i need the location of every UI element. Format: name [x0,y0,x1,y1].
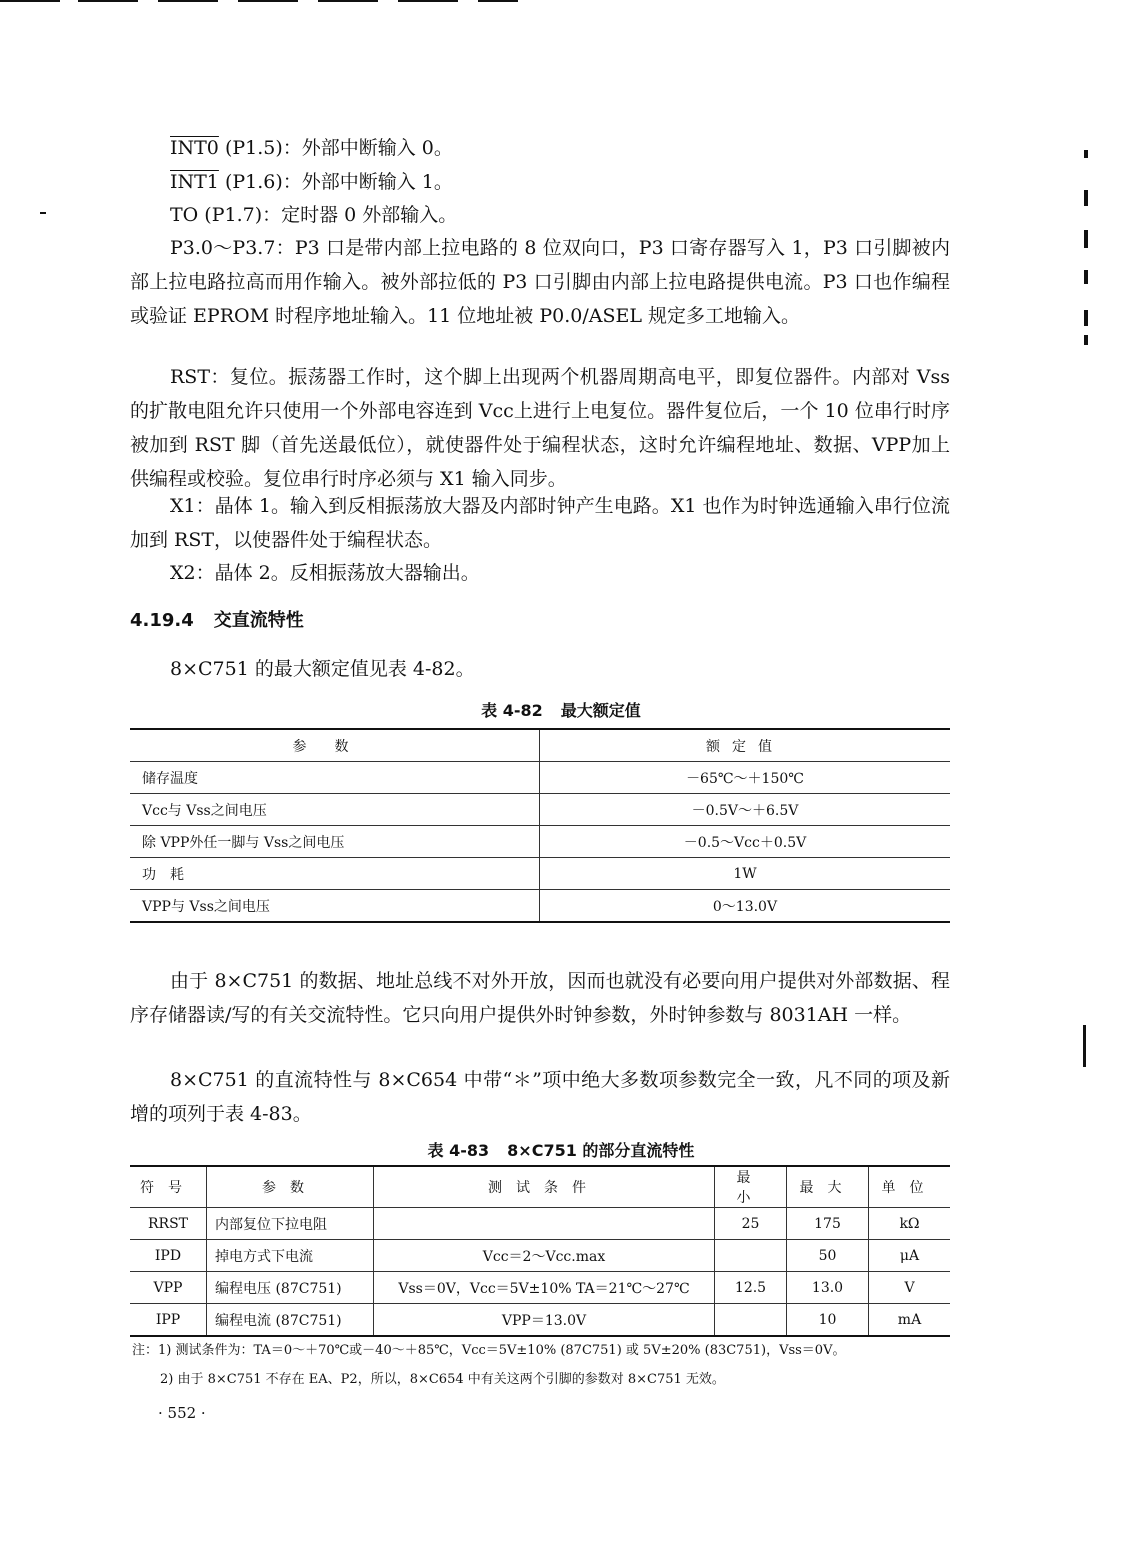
ac-paragraph: 由于 8×C751 的数据、地址总线不对外开放，因而也就没有必要向用户提供对外部数据、程序存储器读/写的有关交流特性。它只向用户提供外时钟参数，外时钟参数与 8031AH 一样。 [130,970,950,1026]
int0-text: (P1.5)：外部中断输入 0。 [218,137,453,159]
param-cell: 编程电流 (87C751) [207,1304,374,1337]
condition-cell [374,1208,715,1240]
pin-x2: X2：晶体 2。反相振荡放大器输出。 [170,562,480,584]
min-cell: 25 [715,1208,787,1240]
max-ratings-table [130,728,950,923]
table-note-2: 2) 由于 8×C751 不存在 EA、P2，所以，8×C654 中有关这两个引脚的参数对 8×C751 无效。 [160,1372,725,1387]
param-cell: 编程电压 (87C751) [207,1272,374,1304]
table-83-caption [0,1138,1122,1161]
table-row [130,826,950,858]
table-header-row [130,729,950,762]
value-cell: －0.5V～＋6.5V [540,794,951,826]
col-header: 参数 [207,1166,374,1208]
table-row [130,890,950,923]
pin-int1 [130,165,950,199]
margin-mark [1083,1025,1086,1067]
condition-cell: VPP＝13.0V [374,1304,715,1337]
col-header: 最小 [715,1166,787,1208]
col-header: 测试条件 [374,1166,715,1208]
table-row [130,1304,950,1337]
table-82-caption [0,698,1122,721]
value-cell: －0.5～Vcc＋0.5V [540,826,951,858]
max-cell: 50 [787,1240,869,1272]
col-header: 最大 [787,1166,869,1208]
param-cell: 除 VPP外任一脚与 Vss之间电压 [130,826,540,858]
table-82-title: 最大额定值 [560,701,641,720]
table-row [130,794,950,826]
table-row [130,762,950,794]
int1-text: (P1.6)：外部中断输入 1。 [218,171,453,193]
section-heading [130,606,304,632]
unit-cell: kΩ [869,1208,951,1240]
min-cell [715,1240,787,1272]
col-header: 额定值 [540,729,951,762]
margin-mark [40,212,46,214]
param-cell: 掉电方式下电流 [207,1240,374,1272]
unit-cell: mA [869,1304,951,1337]
symbol-cell: IPD [130,1240,207,1272]
int1-name: INT1 [170,171,219,193]
param-cell: 功 耗 [130,858,540,890]
int0-name: INT0 [170,137,219,159]
table-82-number: 表 4-82 [481,701,543,720]
max-cell: 10 [787,1304,869,1337]
param-cell: VPP与 Vss之间电压 [130,890,540,923]
table-83-title: 8×C751 的部分直流特性 [507,1141,695,1160]
table-header-row [130,1166,950,1208]
unit-cell: V [869,1272,951,1304]
table-row [130,1272,950,1304]
top-scan-marks [0,0,1122,6]
param-cell: Vcc与 Vss之间电压 [130,794,540,826]
dc-characteristics-table [130,1165,950,1337]
pin-p3: P3.0～P3.7：P3 口是带内部上拉电路的 8 位双向口，P3 口寄存器写入 1，P3 口引脚被内部上拉电路拉高而用作输入。被外部拉低的 P3 口引脚由内部上拉电路提供电流。P3 口也作编程或验证 EPROM 时程序地址输入。11 位地址被 P0.0/ASEL 规定多工地输入。 [130,237,950,327]
section-title: 交直流特性 [213,610,304,631]
max-cell: 175 [787,1208,869,1240]
max-cell: 13.0 [787,1272,869,1304]
page-number: · 552 · [158,1404,206,1422]
table-note-1: 注：1) 测试条件为：TA＝0～＋70℃或－40～＋85℃，Vcc＝5V±10% (87C751) 或 5V±20% (83C751)，Vss＝0V。 [132,1343,846,1358]
param-cell: 内部复位下拉电阻 [207,1208,374,1240]
col-header: 参数 [130,729,540,762]
table-row [130,1208,950,1240]
symbol-cell: IPP [130,1304,207,1337]
col-header: 单位 [869,1166,951,1208]
unit-cell: μA [869,1240,951,1272]
pin-int0 [130,131,950,165]
min-cell: 12.5 [715,1272,787,1304]
table-row [130,858,950,890]
symbol-cell: RRST [130,1208,207,1240]
symbol-cell: VPP [130,1272,207,1304]
intro-paragraph: 8×C751 的最大额定值见表 4-82。 [170,658,475,680]
value-cell: 0～13.0V [540,890,951,923]
binding-margin-marks [1080,150,1100,350]
condition-cell: Vss＝0V，Vcc＝5V±10% TA＝21℃～27℃ [374,1272,715,1304]
pin-rst: RST：复位。振荡器工作时，这个脚上出现两个机器周期高电平，即复位器件。内部对 Vss的扩散电阻允许只使用一个外部电容连到 Vcc上进行上电复位。器件复位后，一个 10 位串行时序被加到 RST 脚（首先送最低位），就使器件处于编程状态，这时允许编程地址、数据、VPP加上供编程或校验。复位串行时序必须与 X1 输入同步。 [130,366,950,490]
pin-t0: TO (P1.7)：定时器 0 外部输入。 [170,204,458,226]
value-cell: 1W [540,858,951,890]
pin-x1: X1：晶体 1。输入到反相振荡放大器及内部时钟产生电路。X1 也作为时钟选通输入串行位流加到 RST，以使器件处于编程状态。 [130,495,950,551]
param-cell: 储存温度 [130,762,540,794]
table-row [130,1240,950,1272]
value-cell: －65℃～＋150℃ [540,762,951,794]
col-header: 符号 [130,1166,207,1208]
condition-cell: Vcc＝2～Vcc.max [374,1240,715,1272]
table-83-number: 表 4-83 [427,1141,490,1160]
dc-paragraph: 8×C751 的直流特性与 8×C654 中带“＊”项中绝大多数项参数完全一致，凡不同的项及新增的项列于表 4-83。 [130,1069,950,1125]
section-number: 4.19.4 [130,610,194,631]
min-cell [715,1304,787,1337]
